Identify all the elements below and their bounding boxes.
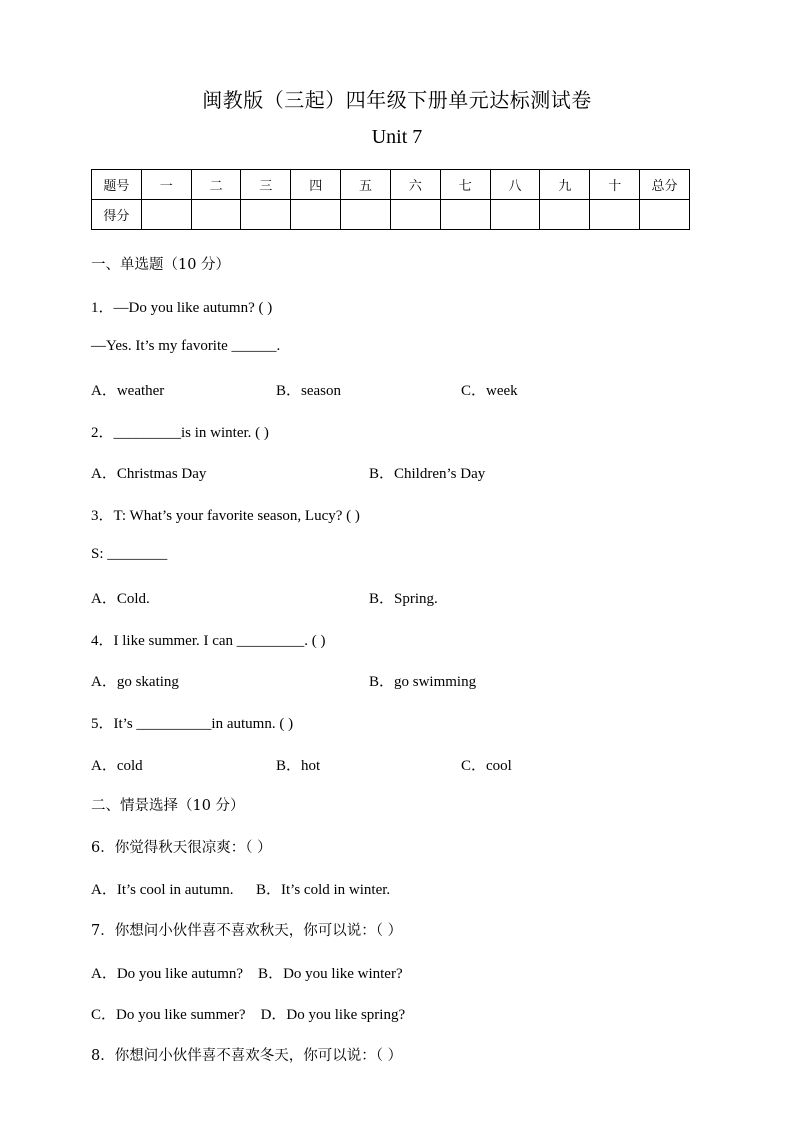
question-7-options-row2[interactable]: C．Do you like summer? D．Do you like spring?: [91, 1007, 406, 1023]
question-5-option-a[interactable]: A．cold: [91, 758, 143, 774]
question-3-option-b[interactable]: B．Spring.: [369, 591, 438, 607]
score-input-cell[interactable]: [341, 200, 391, 230]
question-7-options-row1[interactable]: A．Do you like autumn? B．Do you like winter?: [91, 966, 403, 982]
question-3-stem: 3．T: What’s your favorite season, Lucy? ( ): [91, 508, 360, 524]
question-4-stem: 4．I like summer. I can _________. ( ): [91, 633, 326, 649]
question-3-option-a[interactable]: A．Cold.: [91, 591, 150, 607]
question-2-stem: 2．_________is in winter. ( ): [91, 425, 269, 441]
score-input-cell[interactable]: [590, 200, 640, 230]
score-input-cell[interactable]: [291, 200, 341, 230]
score-cell: 二: [191, 170, 241, 200]
score-input-cell[interactable]: [440, 200, 490, 230]
score-cell: 一: [141, 170, 191, 200]
question-4-option-b[interactable]: B．go swimming: [369, 674, 477, 690]
question-1-line2: —Yes. It’s my favorite ______.: [91, 338, 281, 354]
score-input-cell[interactable]: [191, 200, 241, 230]
question-2-option-a[interactable]: A．Christmas Day: [91, 466, 207, 482]
question-4-option-a[interactable]: A．go skating: [91, 674, 179, 690]
score-input-cell[interactable]: [390, 200, 440, 230]
score-cell: 得分: [92, 200, 142, 230]
question-6-options[interactable]: A．It’s cool in autumn. B．It’s cold in winter.: [91, 882, 391, 898]
score-cell: 四: [291, 170, 341, 200]
score-cell: 十: [590, 170, 640, 200]
exam-title: 闽教版（三起）四年级下册单元达标测试卷: [202, 88, 592, 112]
question-7-stem: 7．你想问小伙伴喜不喜欢秋天，你可以说：（ ）: [91, 923, 403, 939]
score-input-cell[interactable]: [640, 200, 690, 230]
score-input-cell[interactable]: [241, 200, 291, 230]
section2-heading: 二、情景选择（10 分）: [91, 798, 245, 814]
question-8-stem: 8．你想问小伙伴喜不喜欢冬天，你可以说：（ ）: [91, 1048, 403, 1064]
score-cell: 五: [341, 170, 391, 200]
score-table-header-row: [92, 170, 690, 200]
score-input-cell[interactable]: [540, 200, 590, 230]
question-6-stem: 6．你觉得秋天很凉爽：（ ）: [91, 840, 272, 856]
score-cell: 题号: [92, 170, 142, 200]
score-cell: 六: [390, 170, 440, 200]
score-cell: 八: [490, 170, 540, 200]
question-5-option-b[interactable]: B．hot: [276, 758, 321, 774]
question-1-stem: 1．—Do you like autumn? ( ): [91, 300, 273, 316]
score-input-cell[interactable]: [141, 200, 191, 230]
score-cell: 三: [241, 170, 291, 200]
question-5-option-c[interactable]: C．cool: [461, 758, 512, 774]
score-table-score-row: [92, 200, 690, 230]
question-1-option-b[interactable]: B．season: [276, 383, 341, 399]
question-2-option-b[interactable]: B．Children’s Day: [369, 466, 486, 482]
score-cell: 总分: [640, 170, 690, 200]
score-cell: 七: [440, 170, 490, 200]
section1-heading: 一、单选题（10 分）: [91, 257, 231, 273]
question-1-option-a[interactable]: A．weather: [91, 383, 165, 399]
score-cell: 九: [540, 170, 590, 200]
unit-subtitle: Unit 7: [371, 126, 423, 148]
question-3-line2: S: ________: [91, 546, 168, 562]
score-input-cell[interactable]: [490, 200, 540, 230]
score-table: [91, 169, 690, 230]
question-1-option-c[interactable]: C．week: [461, 383, 518, 399]
question-5-stem: 5．It’s __________in autumn. ( ): [91, 716, 294, 732]
